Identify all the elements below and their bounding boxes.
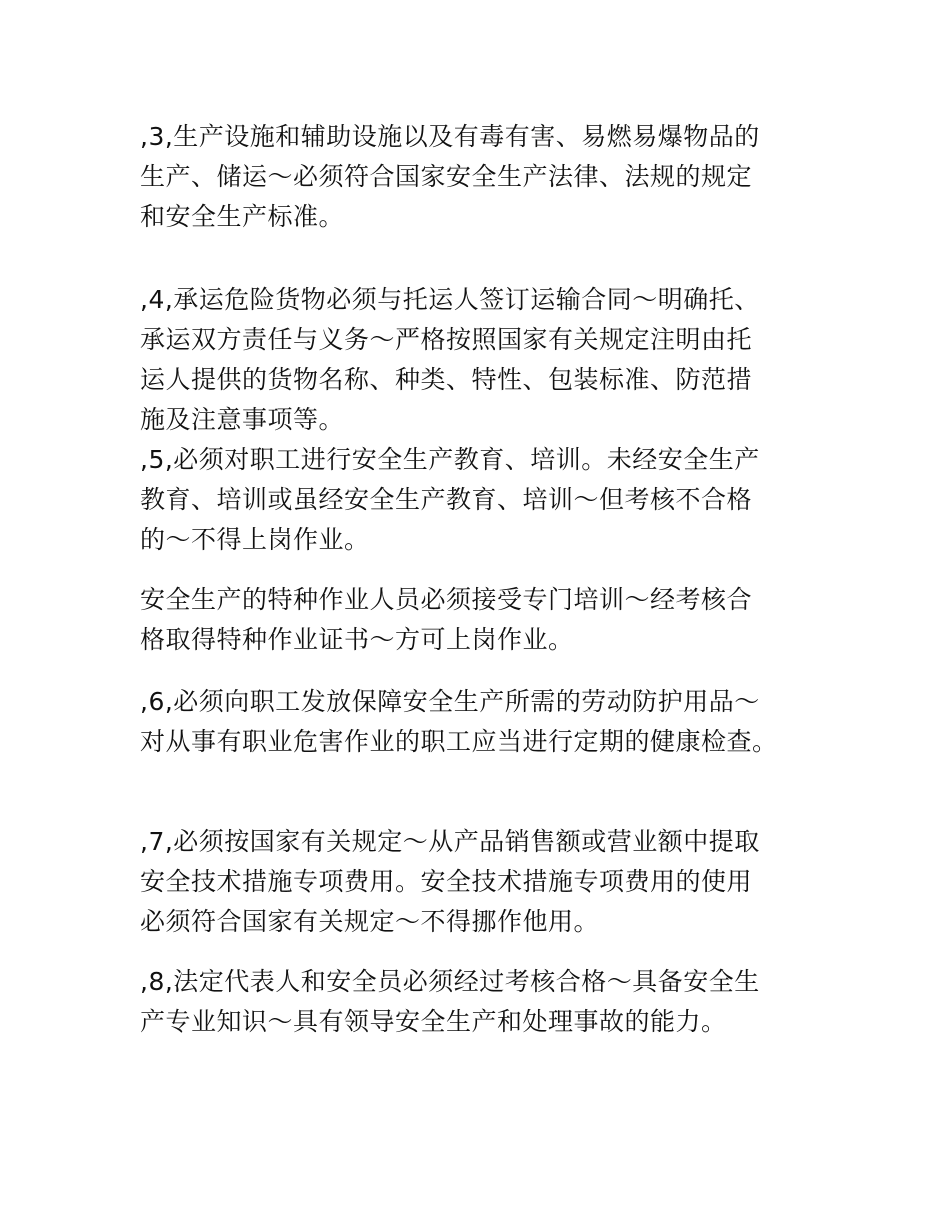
text-line: ,8,法定代表人和安全员必须经过考核合格～具备安全生 [140,967,760,996]
text-line: 承运双方责任与义务～严格按照国家有关规定注明由托 [140,325,753,354]
paragraph-item-7 [140,822,820,942]
text-line: 施及注意事项等。 [140,405,345,434]
text-line: ,7,必须按国家有关规定～从产品销售额或营业额中提取 [140,827,760,856]
text-line: 和安全生产标准。 [140,202,345,231]
paragraph-item-8 [140,962,820,1042]
text-line: ,4,承运危险货物必须与托运人签订运输合同～明确托、 [140,285,760,314]
paragraph-item-5 [140,440,820,560]
text-line: ,5,必须对职工进行安全生产教育、培训。未经安全生产 [140,445,760,474]
text-line: 对从事有职业危害作业的职工应当进行定期的健康检查。 [140,727,778,756]
text-line: 格取得特种作业证书～方可上岗作业。 [140,625,574,654]
text-line: 产专业知识～具有领导安全生产和处理事故的能力。 [140,1007,727,1036]
text-line: 教育、培训或虽经安全生产教育、培训～但考核不合格 [140,485,753,514]
paragraph-item-4 [140,280,820,440]
paragraph-item-6 [140,682,820,762]
paragraph-item-3 [140,117,820,237]
text-line: 的～不得上岗作业。 [140,525,370,554]
text-line: 运人提供的货物名称、种类、特性、包装标准、防范措 [140,365,753,394]
text-line: 生产、储运～必须符合国家安全生产法律、法规的规定 [140,162,753,191]
text-line: 安全技术措施专项费用。安全技术措施专项费用的使用 [140,867,753,896]
paragraph-special-operations [140,580,820,660]
text-line: 安全生产的特种作业人员必须接受专门培训～经考核合 [140,585,753,614]
text-line: 必须符合国家有关规定～不得挪作他用。 [140,907,600,936]
text-line: ,3,生产设施和辅助设施以及有毒有害、易燃易爆物品的 [140,122,760,151]
text-line: ,6,必须向职工发放保障安全生产所需的劳动防护用品～ [140,687,760,716]
